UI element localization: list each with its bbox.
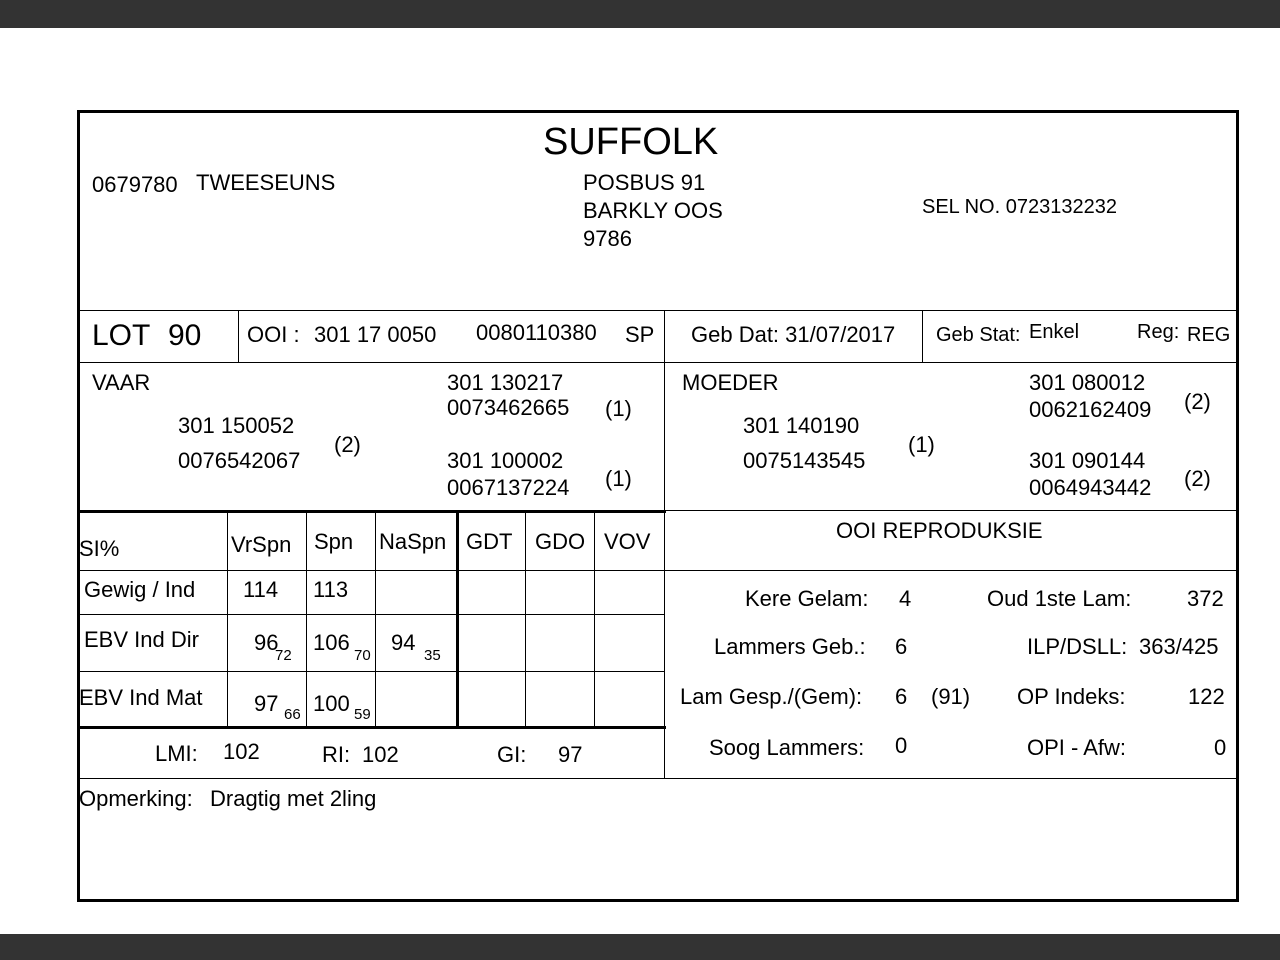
header-gdo: GDO — [535, 529, 586, 554]
row-ebv-dir-naspn-sub: 35 — [424, 647, 441, 664]
rule-geb-divider — [922, 311, 923, 362]
header-gdt: GDT — [466, 529, 513, 554]
lot-label: LOT — [92, 319, 151, 352]
reproduction-title: OOI REPRODUKSIE — [836, 518, 1043, 543]
header-vov: VOV — [604, 529, 651, 554]
address-line1: POSBUS 91 — [583, 170, 706, 195]
ooi-code: 0080110380 — [476, 320, 597, 345]
card-border-right — [1236, 110, 1239, 902]
remark-text: Dragtig met 2ling — [210, 786, 377, 811]
row-ebv-mat-spn-sub: 59 — [354, 706, 371, 723]
row-gewig-spn: 113 — [313, 577, 349, 602]
birth-date: Geb Dat: 31/07/2017 — [691, 322, 896, 347]
soog-lammers-value: 0 — [895, 733, 908, 758]
reg-value: REG — [1187, 324, 1231, 346]
row-gewig-label: Gewig / Ind — [84, 577, 196, 602]
lot-number: 90 — [168, 319, 202, 352]
ilp-dsll-label: ILP/DSLL: — [1027, 634, 1128, 659]
card-border-left — [77, 110, 80, 902]
row-ebv-dir-spn-sub: 70 — [354, 647, 371, 664]
viewer-bottom-bar — [0, 934, 1280, 960]
oud-1ste-lam-value: 372 — [1187, 586, 1224, 611]
dam-count: (1) — [908, 432, 935, 457]
op-indeks-label: OP Indeks: — [1017, 684, 1126, 709]
row-ebv-mat-vrspn: 97 — [254, 691, 279, 716]
rule-pedigree-right — [665, 510, 1237, 511]
lammers-geb-label: Lammers Geb.: — [714, 634, 866, 659]
lmi-label: LMI: — [155, 741, 198, 766]
dam-parent2-id: 301 090144 — [1029, 448, 1146, 473]
owner-name: TWEESEUNS — [196, 170, 336, 195]
sire-parent1-code: 0073462665 — [447, 395, 570, 420]
sire-parent2-id: 301 100002 — [447, 448, 564, 473]
row-ebv-dir-vrspn: 96 — [254, 630, 279, 655]
row-gewig-vrspn: 114 — [243, 577, 279, 602]
address-line3: 9786 — [583, 226, 632, 251]
dam-parent1-id: 301 080012 — [1029, 370, 1146, 395]
lam-gesp-label: Lam Gesp./(Gem): — [680, 684, 863, 709]
rule-col-vov — [594, 512, 595, 726]
birth-status-label: Geb Stat: — [936, 324, 1021, 346]
rule-table-bottom — [78, 726, 666, 729]
reg-label: Reg: — [1137, 321, 1180, 343]
sire-parent1-count: (1) — [605, 396, 632, 421]
kere-gelam-label: Kere Gelam: — [745, 586, 869, 611]
header-si: SI% — [79, 536, 120, 561]
row-ebv-dir-vrspn-sub: 72 — [275, 647, 292, 664]
rule-header — [80, 310, 1237, 311]
soog-lammers-label: Soog Lammers: — [709, 735, 865, 760]
rule-col-gdo — [525, 512, 526, 726]
sire-code: 0076542067 — [178, 448, 301, 473]
kere-gelam-value: 4 — [899, 586, 912, 611]
dam-parent1-code: 0062162409 — [1029, 397, 1152, 422]
lammers-geb-value: 6 — [895, 634, 908, 659]
ri-label: RI: — [322, 742, 351, 767]
sire-parent2-count: (1) — [605, 466, 632, 491]
rule-col-vrspn — [227, 512, 228, 726]
dam-code: 0075143545 — [743, 448, 866, 473]
op-indeks-value: 122 — [1188, 684, 1225, 709]
lmi-value: 102 — [223, 739, 260, 764]
phone-number: SEL NO. 0723132232 — [922, 196, 1117, 218]
dam-parent1-count: (2) — [1184, 389, 1211, 414]
rule-row1 — [80, 614, 664, 615]
rule-lot-divider — [238, 311, 239, 362]
birth-status: Enkel — [1029, 321, 1080, 343]
opi-afw-value: 0 — [1214, 735, 1227, 760]
dam-parent2-count: (2) — [1184, 466, 1211, 491]
gi-value: 97 — [558, 742, 583, 767]
rule-center — [664, 311, 665, 778]
remark-label: Opmerking: — [79, 786, 193, 811]
row-ebv-mat-vrspn-sub: 66 — [284, 706, 301, 723]
rule-col-naspn — [375, 512, 376, 726]
rule-lot — [80, 362, 1237, 363]
header-spn: Spn — [314, 529, 354, 554]
opi-afw-label: OPI - Afw: — [1027, 735, 1127, 760]
lam-gem-value: (91) — [931, 684, 971, 709]
rule-row2 — [80, 671, 664, 672]
viewer-top-bar — [0, 0, 1280, 28]
row-ebv-mat-label: EBV Ind Mat — [79, 685, 203, 710]
sire-label: VAAR — [92, 370, 151, 395]
sire-parent1-id: 301 130217 — [447, 370, 564, 395]
sire-parent2-code: 0067137224 — [447, 475, 570, 500]
lam-gesp-value: 6 — [895, 684, 908, 709]
ilp-dsll-value: 363/425 — [1139, 634, 1219, 659]
rule-col-spn — [306, 512, 307, 726]
address-line2: BARKLY OOS — [583, 198, 723, 223]
ooi-id: 301 17 0050 — [314, 322, 437, 347]
rule-col-gdt — [456, 512, 459, 727]
header-vrspn: VrSpn — [231, 532, 292, 557]
rule-table-header — [80, 570, 1237, 571]
row-ebv-mat-spn: 100 — [313, 691, 350, 716]
rule-remark — [80, 778, 1237, 779]
ooi-label: OOI : — [247, 322, 300, 347]
row-ebv-dir-spn: 106 — [313, 630, 350, 655]
dam-label: MOEDER — [682, 370, 779, 395]
sire-count: (2) — [334, 432, 361, 457]
sire-id: 301 150052 — [178, 413, 295, 438]
ri-value: 102 — [362, 742, 399, 767]
row-ebv-dir-label: EBV Ind Dir — [84, 627, 199, 652]
owner-number: 0679780 — [92, 172, 178, 197]
rule-pedigree-left — [78, 510, 666, 513]
card-border-top — [77, 110, 1239, 113]
dam-id: 301 140190 — [743, 413, 860, 438]
row-ebv-dir-naspn: 94 — [391, 630, 416, 655]
ooi-sp: SP — [625, 322, 655, 347]
header-naspn: NaSpn — [379, 529, 447, 554]
oud-1ste-lam-label: Oud 1ste Lam: — [987, 586, 1132, 611]
gi-label: GI: — [497, 742, 527, 767]
breed-title: SUFFOLK — [543, 121, 719, 163]
dam-parent2-code: 0064943442 — [1029, 475, 1152, 500]
card-border-bottom — [77, 899, 1239, 902]
